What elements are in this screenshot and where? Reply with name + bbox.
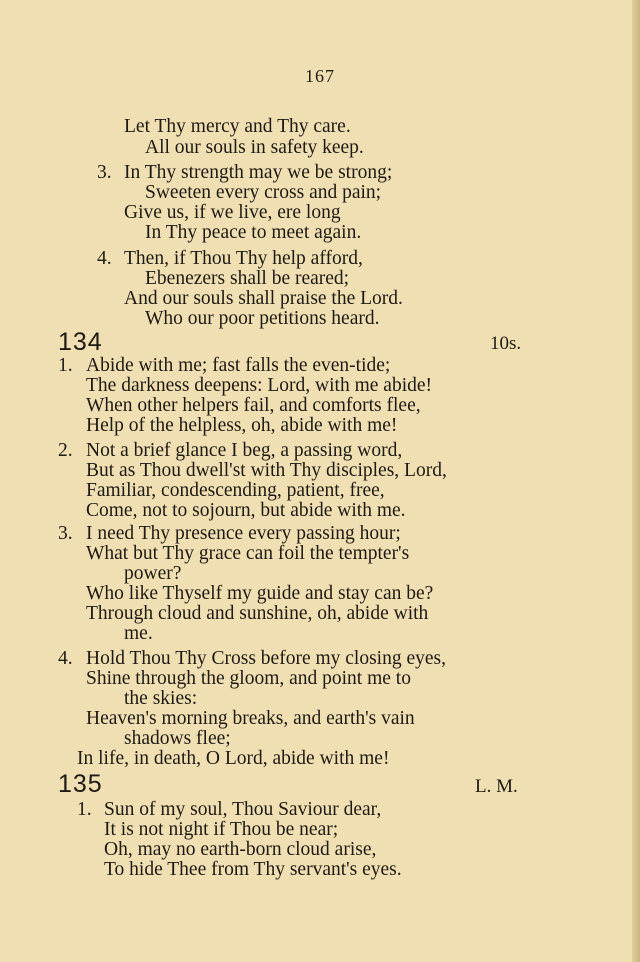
verse-line: me. <box>124 623 153 644</box>
stanza-number: 1. <box>58 355 73 376</box>
verse-line: What but Thy grace can foil the tempter's <box>86 543 410 564</box>
verse-line: Hold Thou Thy Cross before my closing eyes, <box>86 648 446 669</box>
verse-line: Through cloud and sunshine, oh, abide with <box>86 603 429 624</box>
verse-line: Let Thy mercy and Thy care. <box>124 116 351 137</box>
verse-line: Then, if Thou Thy help afford, <box>124 248 363 269</box>
hymn-meter: L. M. <box>475 776 518 797</box>
stanza-number: 3. <box>58 523 73 544</box>
stanza-number: 1. <box>77 799 92 820</box>
verse-line: Sweeten every cross and pain; <box>145 182 382 203</box>
verse-line: Familiar, condescending, patient, free, <box>86 480 385 501</box>
verse-line: Abide with me; fast falls the even-tide; <box>86 355 391 376</box>
stanza-number: 4. <box>58 648 73 669</box>
verse-line: Help of the helpless, oh, abide with me! <box>86 415 398 436</box>
verse-line: To hide Thee from Thy servant's eyes. <box>104 859 402 880</box>
verse-line: But as Thou dwell'st with Thy disciples, Lord, <box>86 460 447 481</box>
hymn-number: 134 <box>58 328 103 356</box>
stanza-number: 3. <box>97 162 112 183</box>
verse-line: Oh, may no earth-born cloud arise, <box>104 839 377 860</box>
hymn-meter: 10s. <box>490 333 522 354</box>
page-number: 167 <box>305 66 335 86</box>
verse-line: Shine through the gloom, and point me to <box>86 668 411 689</box>
verse-line: Come, not to sojourn, but abide with me. <box>86 500 406 521</box>
verse-line: the skies: <box>124 688 198 709</box>
verse-line: And our souls shall praise the Lord. <box>124 288 403 309</box>
verse-line: shadows flee; <box>124 728 231 749</box>
verse-line: Who like Thyself my guide and stay can be? <box>86 583 434 604</box>
verse-line: power? <box>124 563 182 584</box>
verse-line: Heaven's morning breaks, and earth's vain <box>86 708 415 729</box>
verse-line: All our souls in safety keep. <box>145 137 364 158</box>
verse-line: In Thy strength may we be strong; <box>124 162 393 183</box>
verse-line: Who our poor petitions heard. <box>145 308 380 329</box>
verse-line: It is not night if Thou be near; <box>104 819 339 840</box>
verse-line: In life, in death, O Lord, abide with me! <box>77 748 390 769</box>
stanza-number: 2. <box>58 440 73 461</box>
hymn-number: 135 <box>58 770 103 798</box>
verse-line: In Thy peace to meet again. <box>145 222 362 243</box>
page-edge <box>632 0 640 962</box>
verse-line: The darkness deepens: Lord, with me abide! <box>86 375 433 396</box>
verse-line: When other helpers fail, and comforts flee, <box>86 395 421 416</box>
verse-line: Ebenezers shall be reared; <box>145 268 350 289</box>
verse-line: Sun of my soul, Thou Saviour dear, <box>104 799 382 820</box>
verse-line: I need Thy presence every passing hour; <box>86 523 401 544</box>
verse-line: Not a brief glance I beg, a passing word, <box>86 440 403 461</box>
verse-line: Give us, if we live, ere long <box>124 202 341 223</box>
stanza-number: 4. <box>97 248 112 269</box>
